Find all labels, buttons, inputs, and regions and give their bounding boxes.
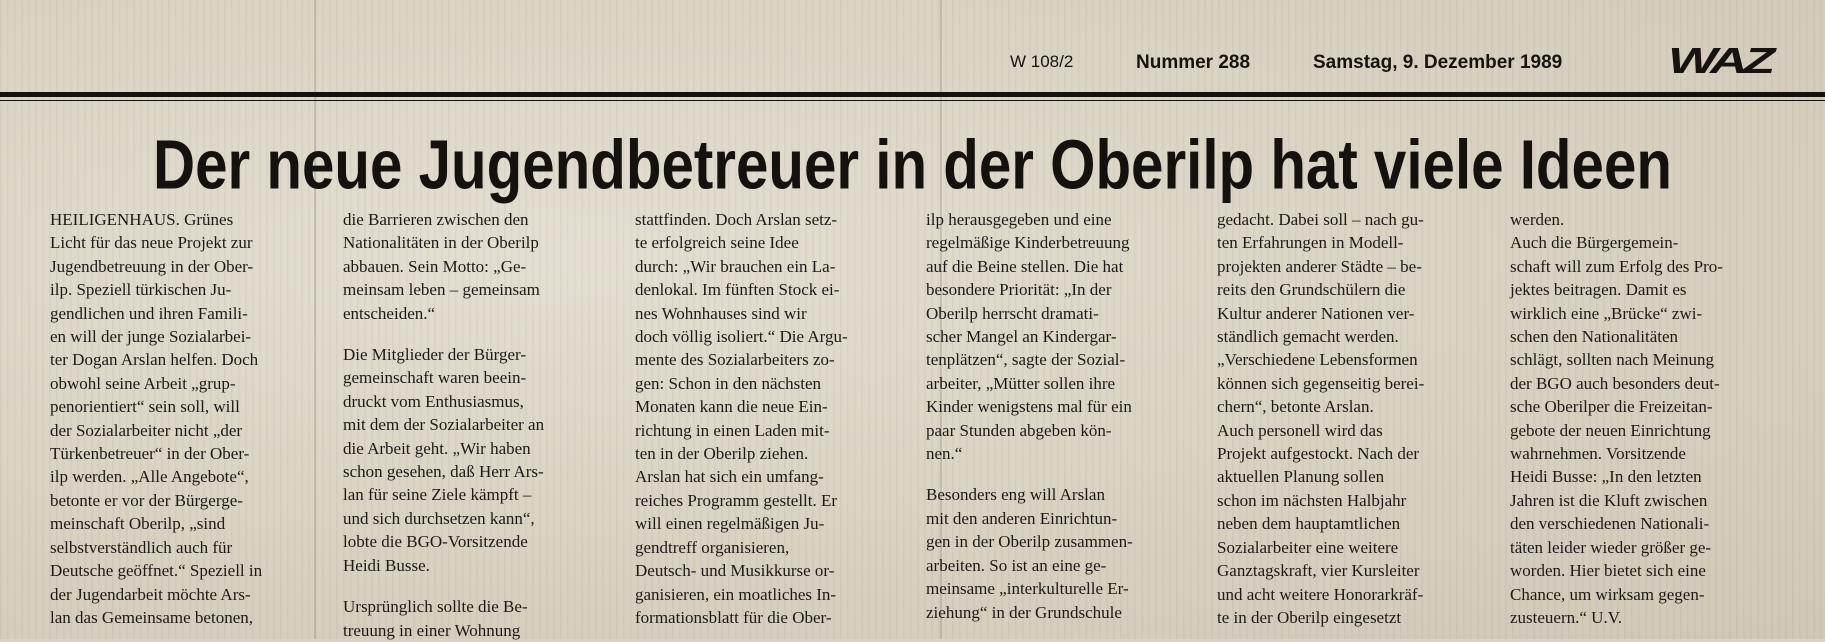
article-line: Sozialarbeiter eine weitere: [1217, 537, 1399, 557]
article-line: will einen regelmäßigen Ju-: [635, 514, 825, 534]
article-line: Deutsch- und Musikkurse or-: [635, 561, 835, 581]
article-line: lan für seine Ziele kämpft –: [343, 485, 532, 505]
article-line: gen in der Oberilp zusammen-: [926, 532, 1133, 552]
article-line: wahrnehmen. Vorsitzende: [1510, 444, 1686, 464]
article-line: ganisieren, ein moatliches In-: [635, 584, 837, 604]
article-line: der BGO auch besonders deut-: [1510, 373, 1720, 393]
article-column-6: [1510, 208, 1768, 628]
article-line: Arslan hat sich ein umfang-: [635, 467, 824, 487]
article-line: jektes beitragen. Damit es: [1510, 280, 1687, 300]
article-line: gemeinschaft waren beein-: [343, 368, 527, 388]
article-line: ziehung“ in der Grundschule: [926, 602, 1122, 622]
article-line: Nationalitäten in der Oberilp: [343, 233, 539, 253]
article-line: abbauen. Sein Motto: „Ge-: [343, 256, 527, 276]
article-headline: Der neue Jugendbetreuer in der Oberilp hat viele Ideen: [153, 126, 1672, 205]
article-line: gedacht. Dabei soll – nach gu-: [1217, 210, 1424, 229]
article-line: Auch personell wird das: [1217, 420, 1383, 440]
article-line: zusteuern.“ U.V.: [1510, 607, 1623, 627]
article-column-5: [1217, 208, 1475, 628]
article-line: Monaten kann die neue Ein-: [635, 397, 828, 417]
article-line: meinsame „interkulturelle Er-: [926, 579, 1129, 599]
article-line: entscheiden.“: [343, 303, 436, 323]
article-line: auf die Beine stellen. Die hat: [926, 256, 1124, 276]
article-line: formationsblatt für die Ober-: [635, 607, 832, 627]
article-line: mit den anderen Einrichtun-: [926, 508, 1118, 528]
article-line: gendlichen und ihren Famili-: [50, 303, 248, 323]
article-line: Jahren ist die Kluft zwischen: [1510, 490, 1708, 510]
article-line: ten in der Oberilp ziehen.: [635, 444, 809, 464]
article-line: paar Stunden abgeben kön-: [926, 420, 1112, 440]
article-line: mente des Sozialarbeiters zo-: [635, 350, 835, 370]
article-column-4: [926, 208, 1184, 628]
article-line: te in der Oberilp eingesetzt: [1217, 607, 1402, 627]
article-line: selbstverständlich auch für: [50, 537, 233, 557]
article-line: Besonders eng will Arslan: [926, 485, 1105, 505]
article-line: ilp werden. „Alle Angebote“,: [50, 467, 249, 487]
article-line: nes Wohnhauses sind wir: [635, 303, 807, 323]
article-line: wirklich eine „Brücke“ zwi-: [1510, 303, 1703, 323]
article-column-1: [50, 208, 308, 628]
header-rule: [0, 92, 1825, 97]
article-line: aktuellen Planung sollen: [1217, 467, 1385, 487]
article-line: schon gesehen, daß Herr Ars-: [343, 462, 544, 482]
article-line: Heidi Busse: „In den letzten: [1510, 467, 1702, 487]
article-line: obwohl seine Arbeit „grup-: [50, 373, 236, 393]
article-line: die Barrieren zwischen den: [343, 210, 529, 229]
article-line: lan das Gemeinsame betonen,: [50, 607, 253, 627]
article-line: gendtreff organisieren,: [635, 537, 790, 557]
article-line: täten leider wieder größer ge-: [1510, 537, 1712, 557]
article-line: durch: „Wir brauchen ein La-: [635, 256, 836, 276]
article-line: schon im nächsten Halbjahr: [1217, 490, 1407, 510]
article-line: den verschiedenen Nationali-: [1510, 514, 1710, 534]
article-line: „Verschiedene Lebensformen: [1217, 350, 1418, 370]
article-line: reits den Grundschülern die: [1217, 280, 1406, 300]
article-line: arbeiter, „Mütter sollen ihre: [926, 373, 1116, 393]
article-line: Ganztagskraft, vier Kursleiter: [1217, 561, 1420, 581]
article-column-3: [635, 208, 893, 628]
article-line: schaft will zum Erfolg des Pro-: [1510, 256, 1723, 276]
article-line: Deutsche geöffnet.“ Speziell in: [50, 561, 263, 581]
article-line: projekten anderer Städte – be-: [1217, 256, 1422, 276]
paragraph-gap: [926, 465, 1184, 483]
article-line: ilp. Speziell türkischen Ju-: [50, 280, 232, 300]
article-line: meinsam leben – gemeinsam: [343, 280, 540, 300]
article-line: reiches Programm gestellt. Er: [635, 490, 838, 510]
article-line: Projekt aufgestockt. Nach der: [1217, 444, 1420, 464]
article-line: der Sozialarbeiter nicht „der: [50, 420, 243, 440]
article-line: ständlich gemacht werden.: [1217, 327, 1399, 347]
article-line: Chance, um wirksam gegen-: [1510, 584, 1705, 604]
article-body: [50, 208, 1805, 640]
article-line: druckt vom Enthusiasmus,: [343, 391, 524, 411]
article-line: ten Erfahrungen in Modell-: [1217, 233, 1404, 253]
article-line: richtung in einen Laden mit-: [635, 420, 830, 440]
article-line: Jugendbetreuung in der Ober-: [50, 256, 254, 276]
article-line: penorientiert“ sein soll, will: [50, 397, 240, 417]
article-line: en will der junge Sozialarbei-: [50, 327, 252, 347]
article-line: besondere Priorität: „In der: [926, 280, 1112, 300]
article-line: Licht für das neue Projekt zur: [50, 233, 253, 253]
article-line: regelmäßige Kinderbetreuung: [926, 233, 1130, 253]
article-line: Auch die Bürgergemein-: [1510, 233, 1679, 253]
article-line: und acht weitere Honorarkräf-: [1217, 584, 1424, 604]
article-line: nen.“: [926, 444, 963, 464]
article-line: mit dem der Sozialarbeiter an: [343, 415, 545, 435]
article-line: doch völlig isoliert.“ Die Argu-: [635, 327, 848, 347]
issue-number: Nummer 288: [1136, 52, 1251, 73]
article-line: scher Mangel an Kindergar-: [926, 327, 1117, 347]
edition-code: W 108/2: [1010, 52, 1074, 71]
article-line: ter Dogan Arslan helfen. Doch: [50, 350, 259, 370]
article-line: der Jugendarbeit möchte Ars-: [50, 584, 251, 604]
masthead: [1010, 40, 1797, 80]
article-line: lobte die BGO-Vorsitzende: [343, 532, 528, 552]
article-line: neben dem hauptamtlichen: [1217, 514, 1401, 534]
article-line: Kinder wenigstens mal für ein: [926, 397, 1132, 417]
article-line: und sich durchsetzen kann“,: [343, 508, 535, 528]
article-line: schen den Nationalitäten: [1510, 327, 1679, 347]
article-line: werden.: [1510, 210, 1565, 229]
article-line: Kultur anderer Nationen ver-: [1217, 303, 1415, 323]
article-line: Heidi Busse.: [343, 555, 430, 575]
article-line: arbeiten. So ist an eine ge-: [926, 555, 1107, 575]
article-column-2: [343, 208, 601, 640]
article-line: denlokal. Im fünften Stock ei-: [635, 280, 840, 300]
article-line: meinschaft Oberilp, „sind: [50, 514, 226, 534]
article-line: Ursprünglich sollte die Be-: [343, 597, 528, 617]
article-line: Türkenbetreuer“ in der Ober-: [50, 444, 250, 464]
article-line: sche Oberilper die Freizeitan-: [1510, 397, 1713, 417]
paragraph-gap: [343, 577, 601, 595]
article-line: gebote der neuen Einrichtung: [1510, 420, 1711, 440]
header-rule-thin: [0, 100, 1825, 101]
article-line: te erfolgreich seine Idee: [635, 233, 799, 253]
paragraph-gap: [343, 325, 601, 343]
article-line: betonte er vor der Bürgerge-: [50, 490, 243, 510]
article-line: können sich gegenseitig berei-: [1217, 373, 1425, 393]
article-line: die Arbeit geht. „Wir haben: [343, 438, 531, 458]
article-line: stattfinden. Doch Arslan setz-: [635, 210, 838, 229]
article-line: treuung in einer Wohnung: [343, 620, 521, 640]
article-line: ilp herausgegeben und eine: [926, 210, 1112, 229]
newspaper-logo: WAZ: [1668, 40, 1771, 81]
article-line: worden. Hier bietet sich eine: [1510, 561, 1706, 581]
article-line: HEILIGENHAUS. Grünes: [50, 210, 234, 229]
issue-date: Samstag, 9. Dezember 1989: [1313, 52, 1563, 73]
article-line: Oberilp herrscht dramati-: [926, 303, 1099, 323]
article-line: schlägt, sollten nach Meinung: [1510, 350, 1714, 370]
article-line: tenplätzen“, sagte der Sozial-: [926, 350, 1126, 370]
article-line: gen: Schon in den nächsten: [635, 373, 822, 393]
article-line: Die Mitglieder der Bürger-: [343, 345, 526, 365]
article-line: chern“, betonte Arslan.: [1217, 397, 1374, 417]
